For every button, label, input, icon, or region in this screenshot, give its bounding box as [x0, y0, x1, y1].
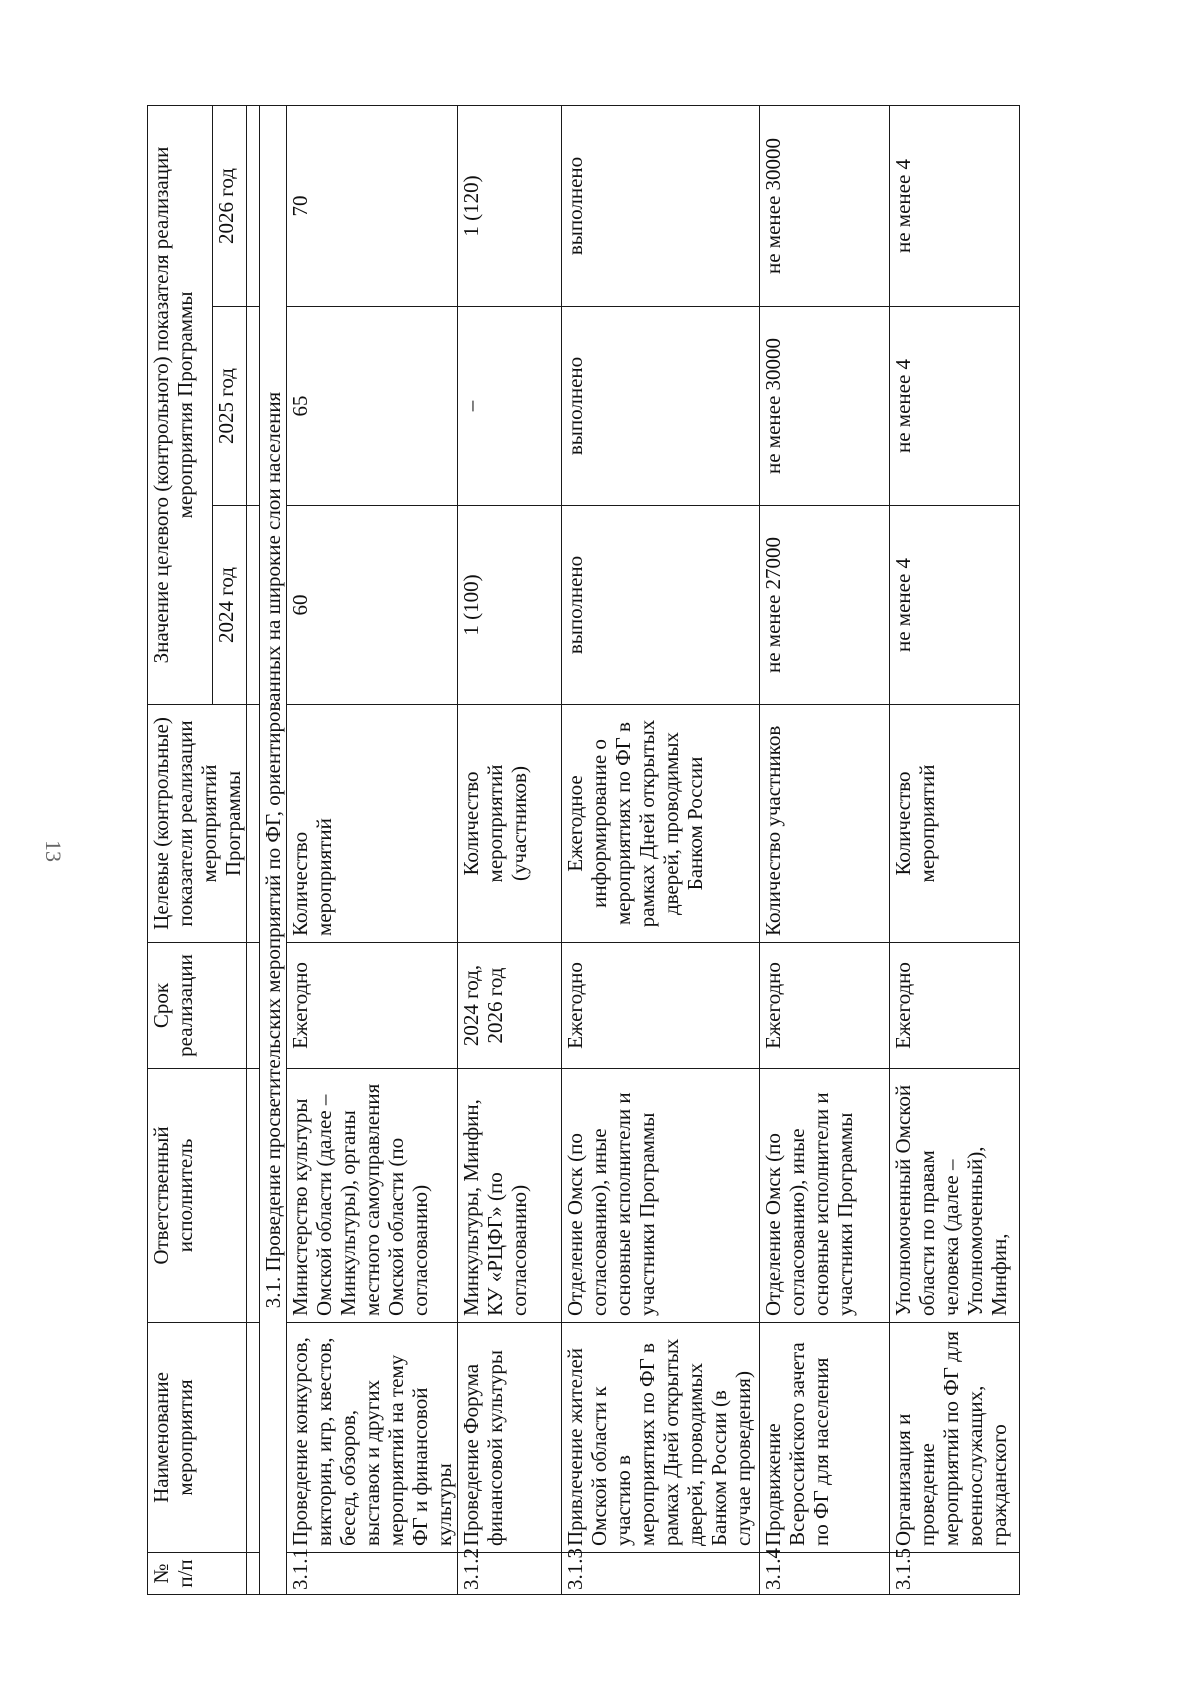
- cell-term: Ежегодно: [760, 943, 890, 1069]
- table-row: [562, 105, 760, 1594]
- cell-term: 2024 год, 2026 год: [458, 943, 562, 1069]
- header-indicator: Целевые (контрольные) показатели реализации мероприятий Программы: [148, 705, 247, 943]
- cell-indicator: Количество мероприятий: [287, 705, 458, 943]
- cell-name: Организация и проведение мероприятий по ФГ для военнослужащих, гражданского: [890, 1323, 1020, 1553]
- header-executor: Ответственный исполнитель: [148, 1069, 247, 1323]
- program-activities-table: [147, 105, 1020, 1595]
- header-2026: 2026 год: [212, 105, 246, 306]
- cell-2025: не менее 30000: [760, 307, 890, 506]
- cell-term: Ежегодно: [562, 943, 760, 1069]
- cell-executor: Отделение Омск (по согласованию), иные основные исполнители и участники Программы: [562, 1069, 760, 1323]
- cell-2024: 60: [287, 506, 458, 705]
- cell-indicator: Количество мероприятий (участников): [458, 705, 562, 943]
- cell-name: Проведение конкурсов, викторин, игр, квестов, бесед, обзоров, выставок и других мероприятий на тему ФГ и финансовой культуры: [287, 1323, 458, 1553]
- cell-term: Ежегодно: [890, 943, 1020, 1069]
- header-2025: 2025 год: [212, 307, 246, 506]
- cell-num: 3.1.3: [562, 1553, 760, 1595]
- cell-2026: 70: [287, 105, 458, 306]
- cell-num: 3.1.1: [287, 1553, 458, 1595]
- page-number: 13: [41, 840, 66, 862]
- table-row: [890, 105, 1020, 1594]
- cell-2026: 1 (120): [458, 105, 562, 306]
- header-value-group: Значение целевого (контрольного) показателя реализации мероприятия Программы: [148, 105, 213, 704]
- cell-name: Проведение Форума финансовой культуры: [458, 1323, 562, 1553]
- rotated-table-container: [147, 106, 1080, 1595]
- table-row: [287, 105, 458, 1594]
- header-term: Срок реализации: [148, 943, 247, 1069]
- cell-executor: Отделение Омск (по согласованию), иные основные исполнители и участники Программы: [760, 1069, 890, 1323]
- cell-executor: Минкультуры, Минфин, КУ «РЦФГ» (по согласованию): [458, 1069, 562, 1323]
- cell-num: 3.1.5: [890, 1553, 1020, 1595]
- cell-2025: –: [458, 307, 562, 506]
- section-title: 3.1. Проведение просветительских мероприятий по ФГ, ориентированных на широкие слои населения: [260, 105, 287, 1594]
- cell-indicator: Количество мероприятий: [890, 705, 1020, 943]
- cell-name: Привлечение жителей Омской области к участию в мероприятиях по ФГ в рамках Дней открытых дверей, проводимых Банком России (в случае проведения): [562, 1323, 760, 1553]
- cell-indicator: Количество участников: [760, 705, 890, 943]
- header-num: № п/п: [148, 1553, 247, 1595]
- header-row-1: [148, 105, 213, 1594]
- cell-2024: не менее 4: [890, 506, 1020, 705]
- cell-indicator: Ежегодное информирование о мероприятиях по ФГ в рамках Дней открытых дверей, проводимых Банком России: [562, 705, 760, 943]
- cell-2024: выполнено: [562, 506, 760, 705]
- section-row: [260, 105, 287, 1594]
- cell-2026: не менее 4: [890, 105, 1020, 306]
- cell-2026: выполнено: [562, 105, 760, 306]
- table-row: [760, 105, 890, 1594]
- cell-num: 3.1.2: [458, 1553, 562, 1595]
- cell-num: 3.1.4: [760, 1553, 890, 1595]
- cell-executor: Министерство культуры Омской области (далее – Минкультуры), органы местного самоуправления Омской области (по согласованию): [287, 1069, 458, 1323]
- cell-2024: не менее 27000: [760, 506, 890, 705]
- cell-executor: Уполномоченный Омской области по правам человека (далее – Уполномоченный), Минфин,: [890, 1069, 1020, 1323]
- cell-2025: не менее 4: [890, 307, 1020, 506]
- cell-2025: выполнено: [562, 307, 760, 506]
- header-name: Наименование мероприятия: [148, 1323, 247, 1553]
- cell-term: Ежегодно: [287, 943, 458, 1069]
- cell-name: Продвижение Всероссийского зачета по ФГ для населения: [760, 1323, 890, 1553]
- table-row: [458, 105, 562, 1594]
- cell-2026: не менее 30000: [760, 105, 890, 306]
- cell-2025: 65: [287, 307, 458, 506]
- cell-2024: 1 (100): [458, 506, 562, 705]
- spacer-row: [247, 105, 260, 1594]
- header-2024: 2024 год: [212, 506, 246, 705]
